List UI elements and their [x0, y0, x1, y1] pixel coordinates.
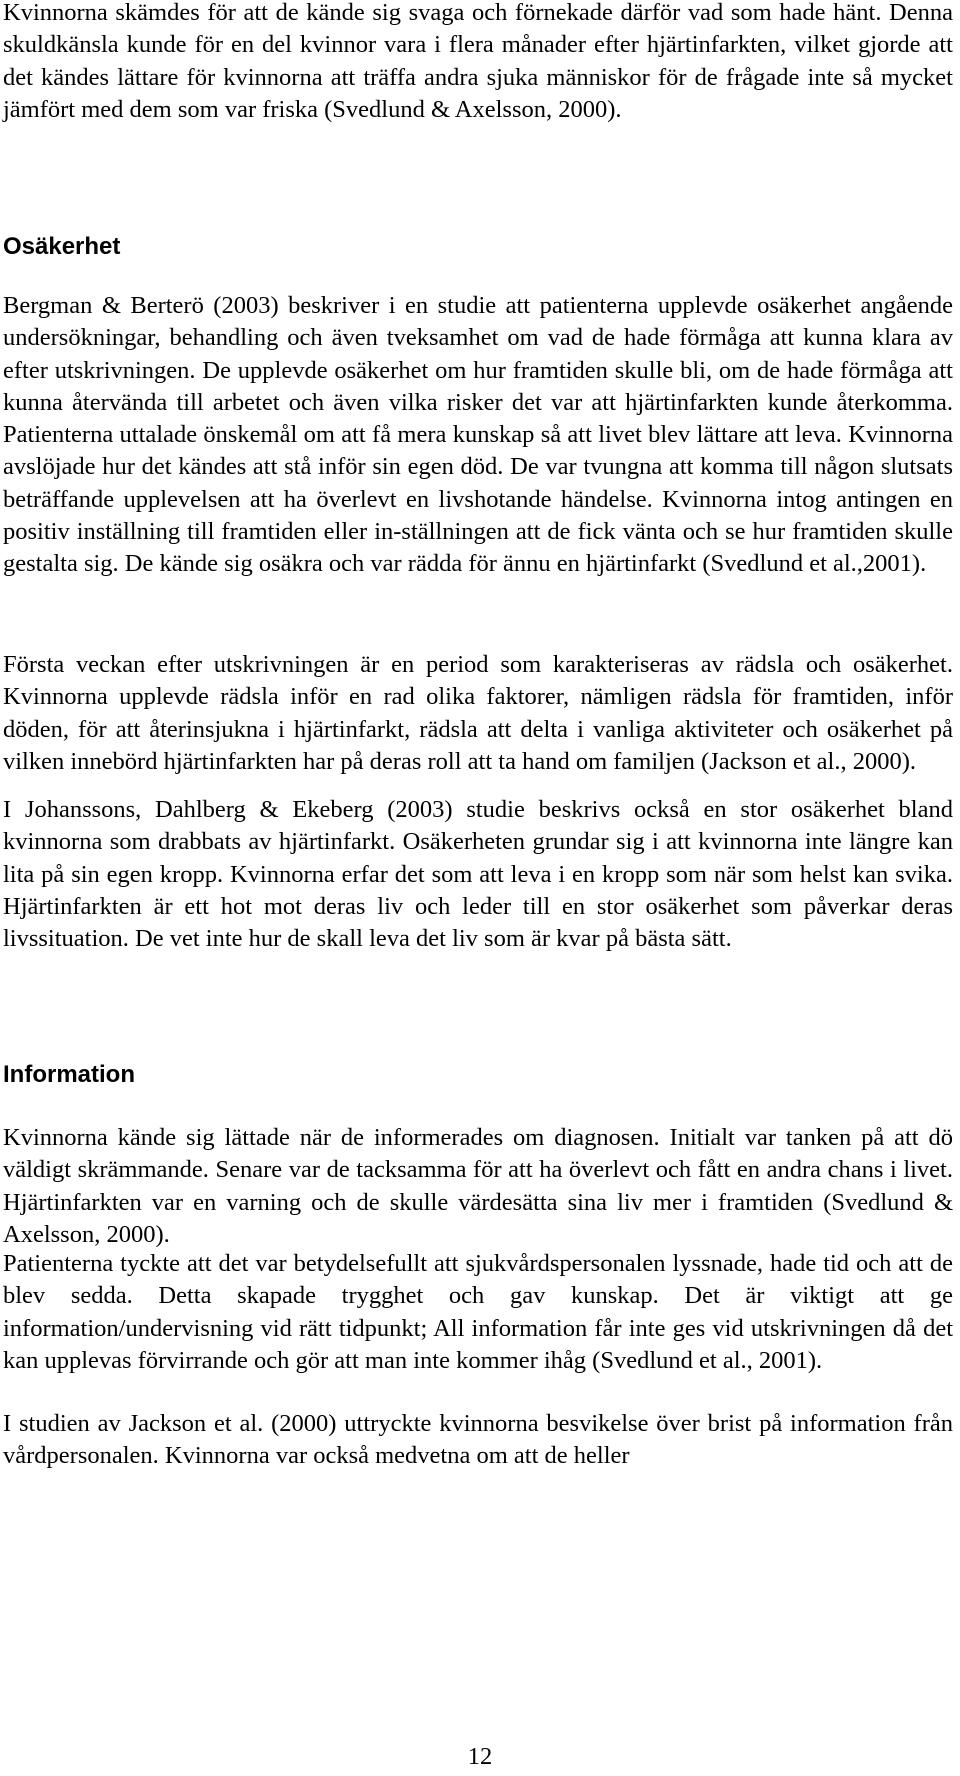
information-paragraph-3: I studien av Jackson et al. (2000) uttryckte kvinnorna besvikelse över brist på information från vårdpersonalen. Kvinnorna var också medvetna om att de heller	[3, 1410, 953, 1470]
page-number: 12	[467, 1743, 493, 1770]
information-paragraph-1: Kvinnorna kände sig lättade när de informerades om diagnosen. Initialt var tanken på att dö väldigt skrämmande. Senare var de tacksamma för att ha överlevt och fått en andra chans i livet. Hjärtinfarkten var en varning och de skulle värdesätta sina liv mer i framtiden (Svedlund & Axelsson, 2000).	[3, 1124, 953, 1248]
section-heading-osakerhet: Osäkerhet	[3, 233, 121, 260]
osakerhet-paragraph-3: I Johanssons, Dahlberg & Ekeberg (2003) studie beskrivs också en stor osäkerhet bland kvinnorna som drabbats av hjärtinfarkt. Osäkerheten grundar sig i att kvinnorna inte längre kan lita på sin egen kropp. Kvinnorna erfar det som att leva i en kropp som när som helst kan svika. Hjärtinfarkten är ett hot mot deras liv och leder till en stor osäkerhet som påverkar deras livssituation. De vet inte hur de skall leva det liv som är kvar på bästa sätt.	[3, 796, 953, 953]
intro-paragraph: Kvinnorna skämdes för att de kände sig svaga och förnekade därför vad som hade hänt. Denna skuldkänsla kunde för en del kvinnor vara i flera månader efter hjärtinfarkten, vilket gjorde att det kändes lättare för kvinnorna att träffa andra sjuka människor för de frågade inte så mycket jämfört med dem som var friska (Svedlund & Axelsson, 2000).	[3, 0, 953, 123]
osakerhet-paragraph-1: Bergman & Berterö (2003) beskriver i en studie att patienterna upplevde osäkerhet angående undersökningar, behandling och även tveksamhet om vad de hade förmåga att kunna klara av efter utskrivningen. De upplevde osäkerhet om hur framtiden skulle bli, om de hade förmåga att kunna återvända till arbetet och även vilka risker det var att hjärtinfarkten kunde återkomma. Patienterna uttalade önskemål om att få mera kunskap så att livet blev lättare att leva. Kvinnorna avslöjade hur det kändes att stå inför sin egen död. De var tvungna att komma till någon slutsats beträffande upplevelsen att ha överlevt en livshotande händelse. Kvinnorna intog antingen en positiv inställning till framtiden eller in-ställningen att de fick vänta och se hur framtiden skulle gestalta sig. De kände sig osäkra och var rädda för ännu en hjärtinfarkt (Svedlund et al.,2001).	[3, 292, 953, 578]
osakerhet-paragraph-2: Första veckan efter utskrivningen är en period som karakteriseras av rädsla och osäkerhet. Kvinnorna upplevde rädsla inför en rad olika faktorer, nämligen rädsla för framtiden, inför döden, för att återinsjukna i hjärtinfarkt, rädsla att delta i vanliga aktiviteter och osäkerhet på vilken innebörd hjärtinfarkten har på deras roll att ta hand om familjen (Jackson et al., 2000).	[3, 651, 953, 775]
section-heading-information: Information	[3, 1061, 135, 1088]
information-paragraph-2: Patienterna tyckte att det var betydelsefullt att sjukvårdspersonalen lyssnade, hade tid och att de blev sedda. Detta skapade trygghet och gav kunskap. Det är viktigt att ge information/undervisning vid rätt tidpunkt; All information får inte ges vid utskrivningen då det kan upplevas förvirrande och gör att man inte kommer ihåg (Svedlund et al., 2001).	[3, 1250, 953, 1374]
